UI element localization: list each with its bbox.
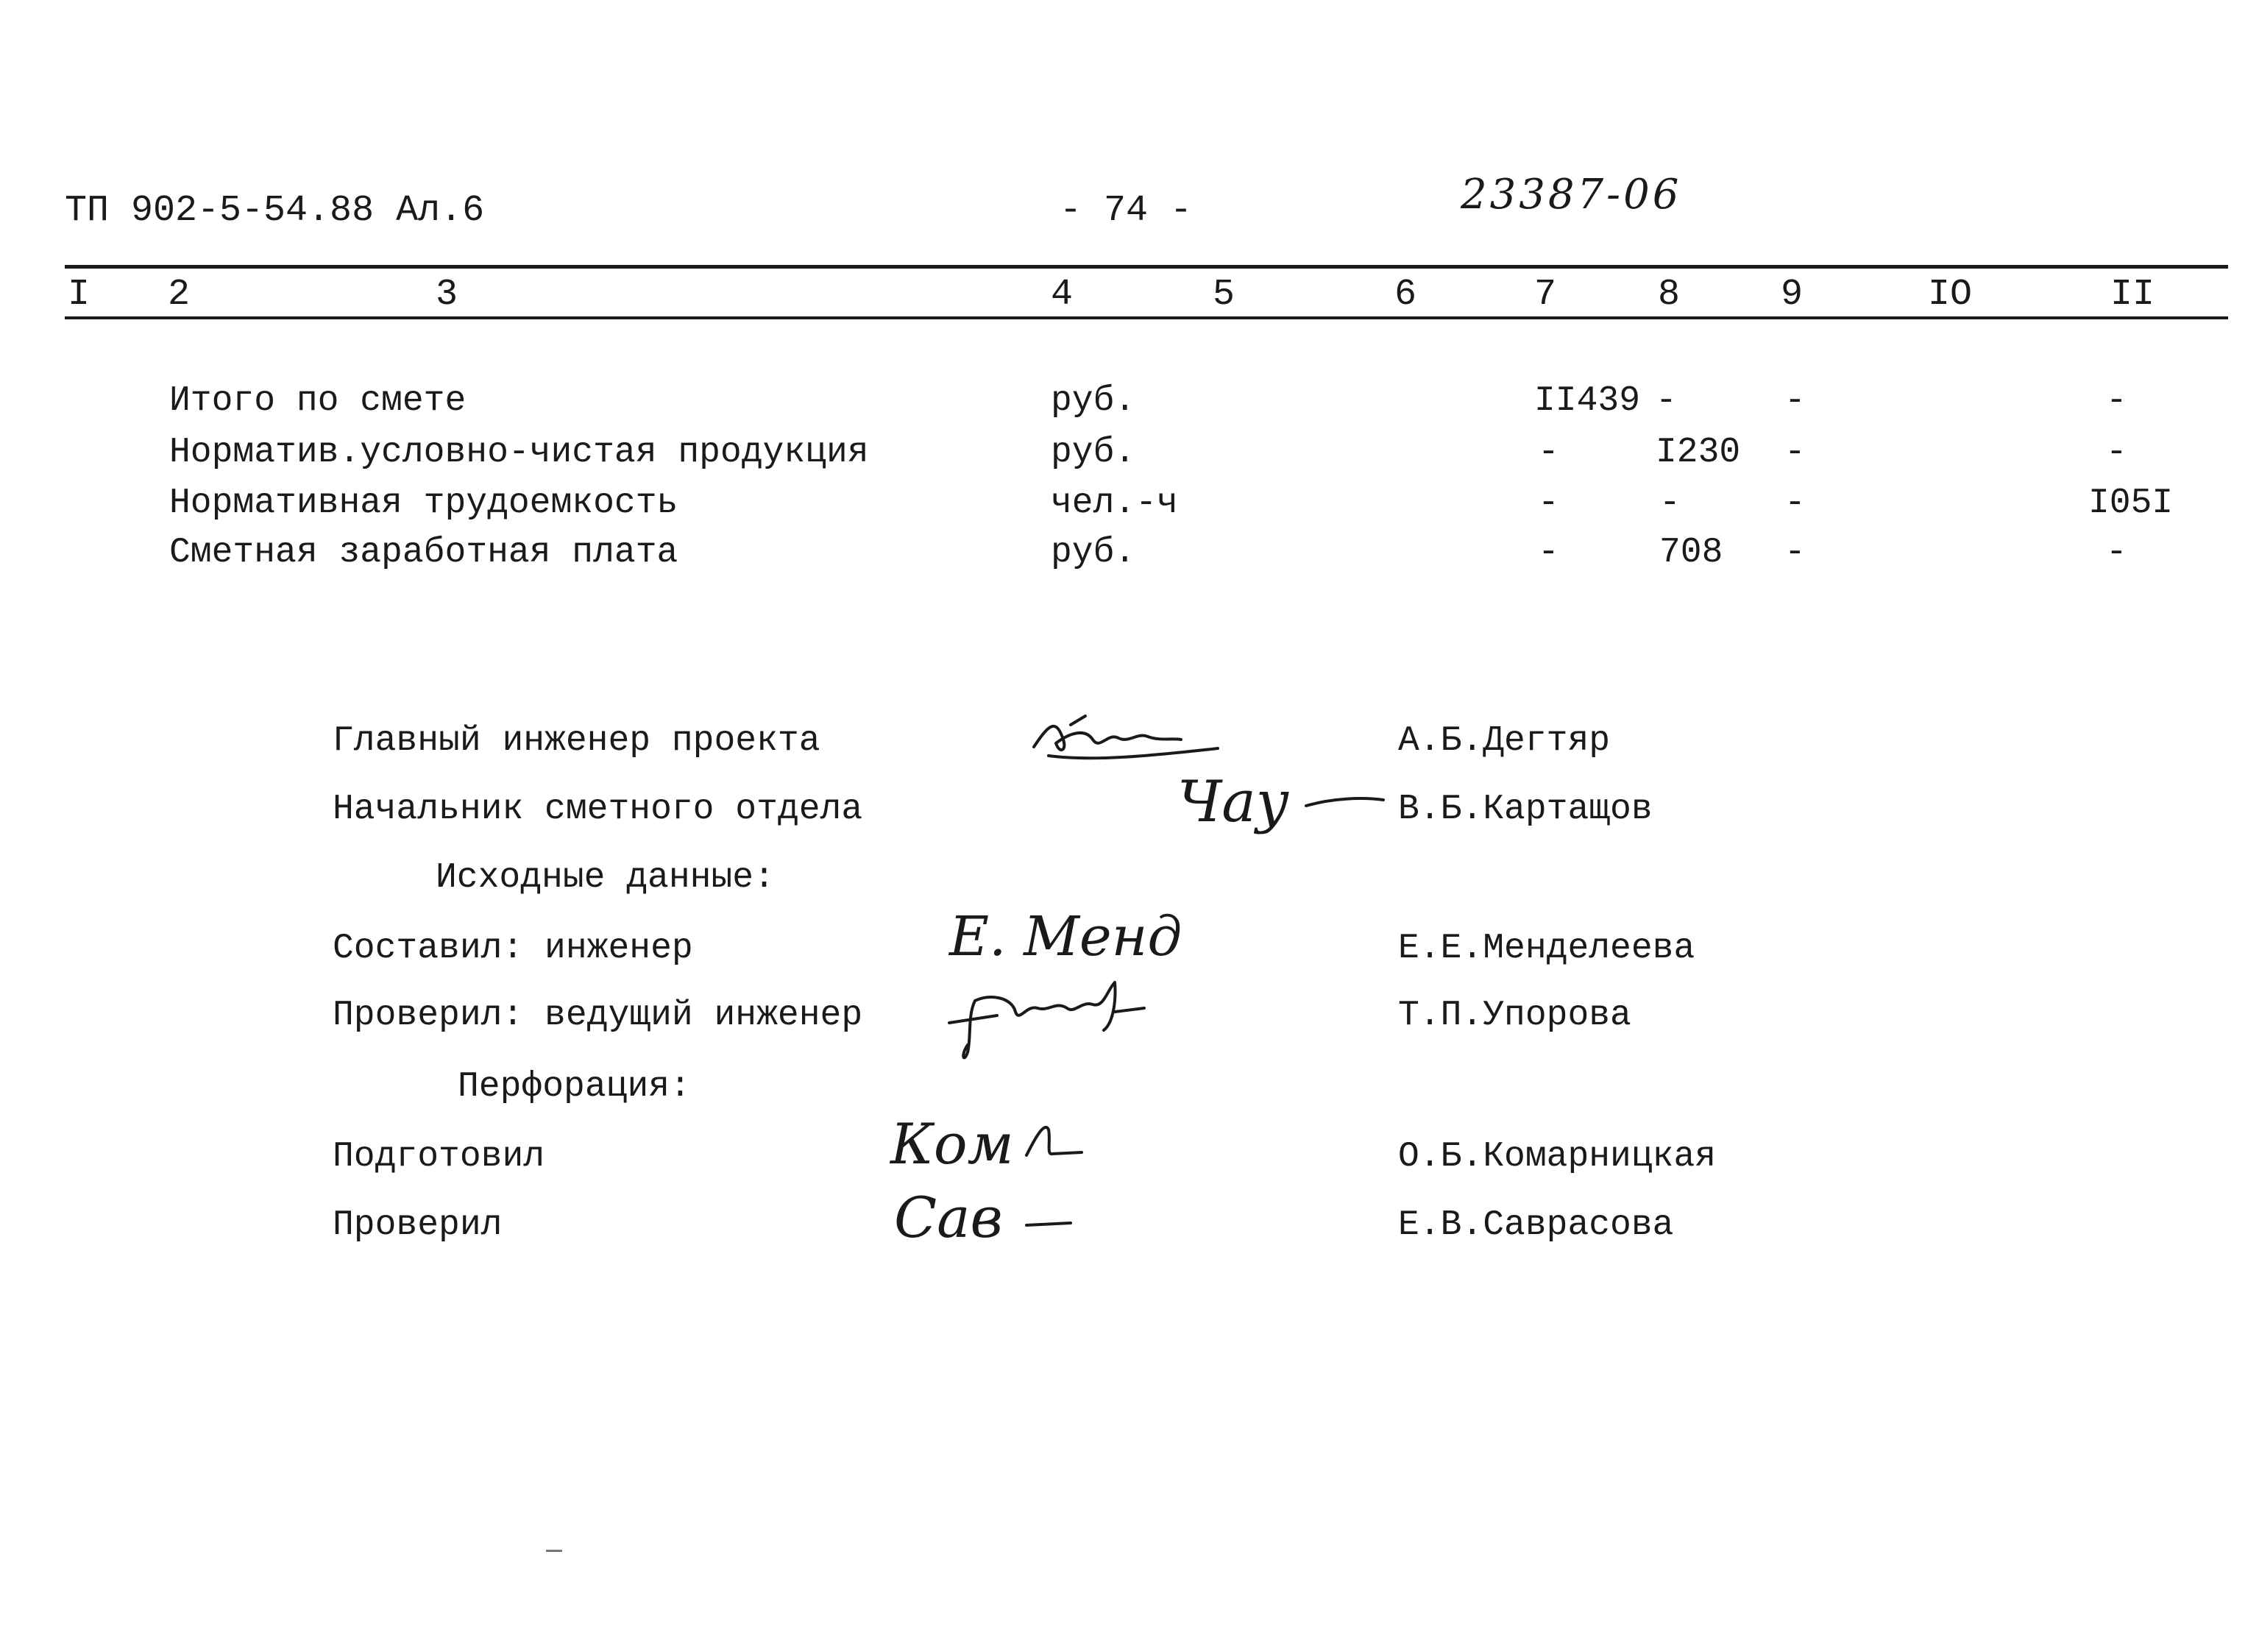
row-col9: -: [1784, 381, 1806, 421]
name-compiled: Е.Е.Менделеева: [1398, 929, 1695, 968]
column-number-2: 2: [168, 274, 191, 316]
signature-checked: Сав: [894, 1185, 1003, 1250]
row-col7: -: [1538, 483, 1559, 523]
column-number-8: 8: [1658, 274, 1681, 316]
table-header-bottom-rule: [65, 316, 2228, 319]
row-col9: -: [1784, 533, 1806, 572]
column-number-6: 6: [1394, 274, 1417, 316]
role-checked-lead: Проверил: ведущий инженер: [333, 996, 863, 1035]
signature-estimate-head: Чау: [1177, 769, 1290, 835]
signature-estimate-head-stroke: [1302, 791, 1391, 820]
handwritten-document-number: 23387-06: [1461, 171, 1682, 219]
role-checked: Проверил: [333, 1205, 503, 1245]
signature-checked-stroke: [1023, 1214, 1082, 1236]
row-col7: -: [1538, 533, 1559, 572]
column-number-3: 3: [436, 274, 458, 316]
row-col7: II439: [1534, 381, 1641, 421]
column-number-5: 5: [1213, 274, 1235, 316]
row-col11: -: [2106, 533, 2127, 572]
perforation-label: Перфорация:: [458, 1067, 691, 1107]
name-estimate-head: В.Б.Картащов: [1398, 790, 1653, 829]
table-top-rule: [65, 265, 2228, 269]
document-code: ТП 902-5-54.88 Ал.6: [65, 190, 485, 232]
scan-mark: [546, 1550, 562, 1552]
row-unit: руб.: [1051, 381, 1136, 421]
signature-prepared-stroke: [1023, 1119, 1089, 1170]
column-number-1: I: [68, 274, 91, 316]
row-col11: I05I: [2088, 483, 2174, 523]
row-unit: чел.-ч: [1051, 483, 1178, 523]
column-number-9: 9: [1781, 274, 1804, 316]
row-col11: -: [2106, 433, 2127, 472]
signature-prepared: Ком: [890, 1111, 1014, 1177]
name-checked: Е.В.Саврасова: [1398, 1205, 1674, 1245]
row-col9: -: [1784, 433, 1806, 472]
page-number: - 74 -: [1060, 190, 1193, 232]
role-estimate-head: Начальник сметного отдела: [333, 790, 863, 829]
row-col8: I230: [1656, 433, 1741, 472]
name-checked-lead: Т.П.Упорова: [1398, 996, 1631, 1035]
row-col7: -: [1538, 433, 1559, 472]
row-col8: 708: [1659, 533, 1723, 572]
signature-compiled: Е. Менд: [949, 905, 1182, 968]
signature-checked-lead: [946, 971, 1166, 1067]
row-name: Норматив.условно-чистая продукция: [169, 433, 869, 472]
name-chief-engineer: А.Б.Дегтяр: [1398, 721, 1611, 761]
signature-chief-engineer: [1026, 710, 1233, 769]
column-number-11: II: [2110, 274, 2155, 316]
row-name: Сметная заработная плата: [169, 533, 678, 572]
column-number-10: IO: [1928, 274, 1973, 316]
row-unit: руб.: [1051, 433, 1136, 472]
row-name: Нормативная трудоемкость: [169, 483, 678, 523]
role-prepared: Подготовил: [333, 1137, 545, 1177]
row-col9: -: [1784, 483, 1806, 523]
row-col8: -: [1656, 381, 1677, 421]
column-number-4: 4: [1051, 274, 1074, 316]
column-number-7: 7: [1534, 274, 1557, 316]
role-compiled: Составил: инженер: [333, 929, 693, 968]
source-data-label: Исходные данные:: [436, 858, 775, 898]
row-name: Итого по смете: [169, 381, 467, 421]
row-col8: -: [1659, 483, 1681, 523]
name-prepared: О.Б.Комарницкая: [1398, 1137, 1717, 1177]
role-chief-engineer: Главный инженер проекта: [333, 721, 820, 761]
row-col11: -: [2106, 381, 2127, 421]
row-unit: руб.: [1051, 533, 1136, 572]
